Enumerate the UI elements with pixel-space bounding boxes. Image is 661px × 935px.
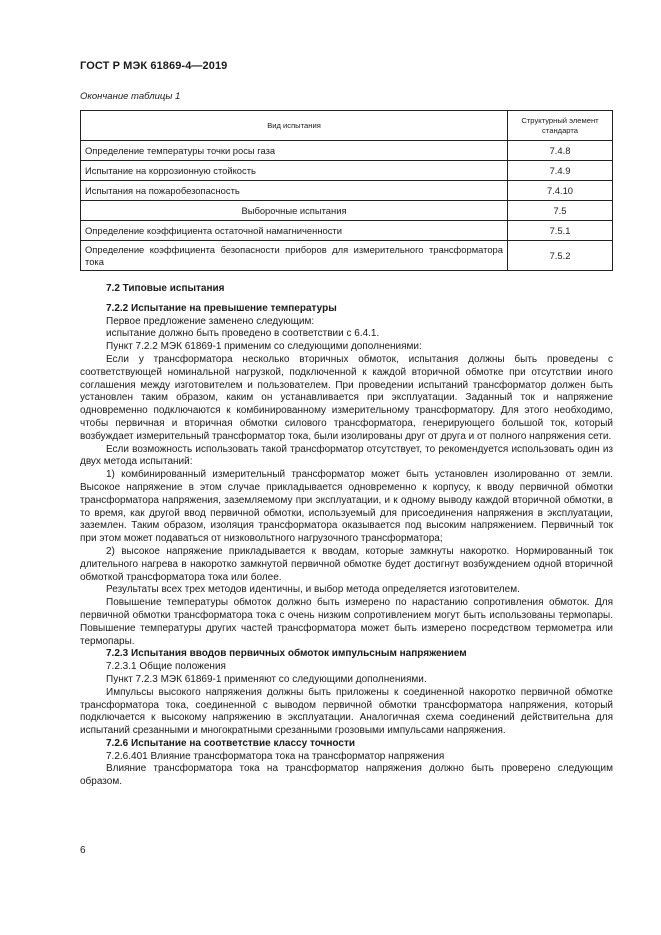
paragraph: Пункт 7.2.2 МЭК 61869-1 применим со следующими дополнениями: — [106, 341, 422, 353]
section-heading: 7.2 Типовые испытания — [106, 283, 225, 294]
document-body — [80, 283, 613, 789]
paragraph: Пункт 7.2.3 МЭК 61869-1 применяют со следующими дополнениями. — [106, 673, 427, 685]
test-ref: 7.5.2 — [508, 241, 613, 271]
table-row — [81, 181, 613, 201]
paragraph: Результаты всех трех методов идентичны, и выбор метода определяется изготовителем. — [106, 584, 520, 596]
subsection-heading: 7.2.3 Испытания вводов первичных обмоток импульсным напряжением — [106, 648, 467, 660]
test-ref: 7.4.9 — [508, 161, 613, 181]
paragraph: Импульсы высокого напряжения должны быть приложены к соединенной накоротко первичной обмотке трансформатора тока, соединенной с выводом первичной обмотки трансформатора напряжения, который подключается к высокому напряжению в эксплуатации. Аналогичная схема соединений действительна для испытаний срезанными и многократными срезанными грозовыми импульсами напряжения. — [80, 686, 613, 737]
paragraph: Если возможность использовать такой трансформатор отсутствует, то рекомендуется использовать один из двух метода испытаний: — [80, 443, 613, 468]
test-name: Определение температуры точки росы газа — [81, 141, 508, 161]
table-row — [81, 201, 613, 221]
document-header: ГОСТ Р МЭК 61869-4—2019 — [80, 60, 228, 72]
tests-table — [80, 110, 613, 271]
paragraph: Влияние трансформатора тока на трансформатор напряжения должно быть проверено следующим образом. — [80, 763, 613, 788]
test-name: Выборочные испытания — [81, 201, 508, 221]
test-ref: 7.5.1 — [508, 221, 613, 241]
table-row — [81, 141, 613, 161]
list-item: 2) высокое напряжение прикладывается к вводам, которые замкнуты накоротко. Нормированный ток длительного нагрева в накоротко замкнутой первичной обмотке будет достигнут возбуждением одной вторичной обмоткой трансформатора тока или более. — [80, 545, 613, 583]
table-row — [81, 241, 613, 271]
test-ref: 7.4.8 — [508, 141, 613, 161]
test-name: Испытания на пожаробезопасность — [81, 181, 508, 201]
list-item: 1) комбинированный измерительный трансформатор может быть установлен изолированно от земли. Высокое напряжение в этом случае прикладывается одновременно к корпусу, к вводу первичной обмотки трансформатора напряжения, заземляемому при эксплуатации, и к одному выводу каждой вторичной обмотки, в то время, как другой ввод первичной обмотки, используемый для присоединения напряжения в эксплуатации, заземлен. Таким образом, изоляция трансформатора оказывается под высоким напряжением. Первичный ток при этом может подаваться от низковольтного нагрузочного трансформатора; — [80, 469, 613, 545]
test-name: Определение коэффициента безопасности приборов для измерительного трансформатора тока — [81, 241, 508, 271]
table-row — [81, 161, 613, 181]
column-header-test-type: Вид испытания — [81, 111, 508, 141]
clause-heading: 7.2.6.401 Влияние трансформатора тока на трансформатор напряжения — [106, 750, 445, 762]
paragraph: Первое предложение заменено следующим: — [106, 315, 315, 327]
paragraph: испытание должно быть проведено в соответствии с 6.4.1. — [106, 328, 380, 340]
table-row — [81, 221, 613, 241]
table-header-row — [81, 111, 613, 141]
test-ref: 7.4.10 — [508, 181, 613, 201]
paragraph: Если у трансформатора несколько вторичных обмоток, испытания должны быть проведены с соответствующей номинальной нагрузкой, подключенной к каждой вторичной обмотке при отсутствии иного соглашения между изготовителем и пользователем. При проведении испытаний трансформатор должен быть установлен таким образом, каким он устанавливается при эксплуатации. Заданный ток и напряжение одновременно подключаются к комбинированному измерительному трансформатору. Для этого необходимо, чтобы первичная и вторичная обмотки силового трансформатора, генерирующего большой ток, который возбуждает измерительный трансформатор тока, были изолированы друг от друга и от полного напряжения сети. — [80, 353, 613, 442]
test-name: Испытание на коррозионную стойкость — [81, 161, 508, 181]
test-ref: 7.5 — [508, 201, 613, 221]
subsection-heading: 7.2.6 Испытание на соответствие классу точности — [106, 737, 356, 749]
subsection-heading: 7.2.2 Испытание на превышение температуры — [106, 302, 337, 314]
clause-heading: 7.2.3.1 Общие положения — [106, 661, 226, 673]
test-name: Определение коэффициента остаточной намагниченности — [81, 221, 508, 241]
paragraph: Повышение температуры обмоток должно быть измерено по нарастанию сопротивления обмоток. Для первичной обмотки трансформатора тока с очень низким сопротивлением могут быть использованы термопары. Повышение температуры других частей трансформатора может быть измерено посредством термометра или термопары. — [80, 597, 613, 647]
column-header-structural-element: Структурный элемент стандарта — [508, 111, 613, 141]
table-caption: Окончание таблицы 1 — [80, 91, 181, 102]
page-number: 6 — [80, 845, 86, 856]
